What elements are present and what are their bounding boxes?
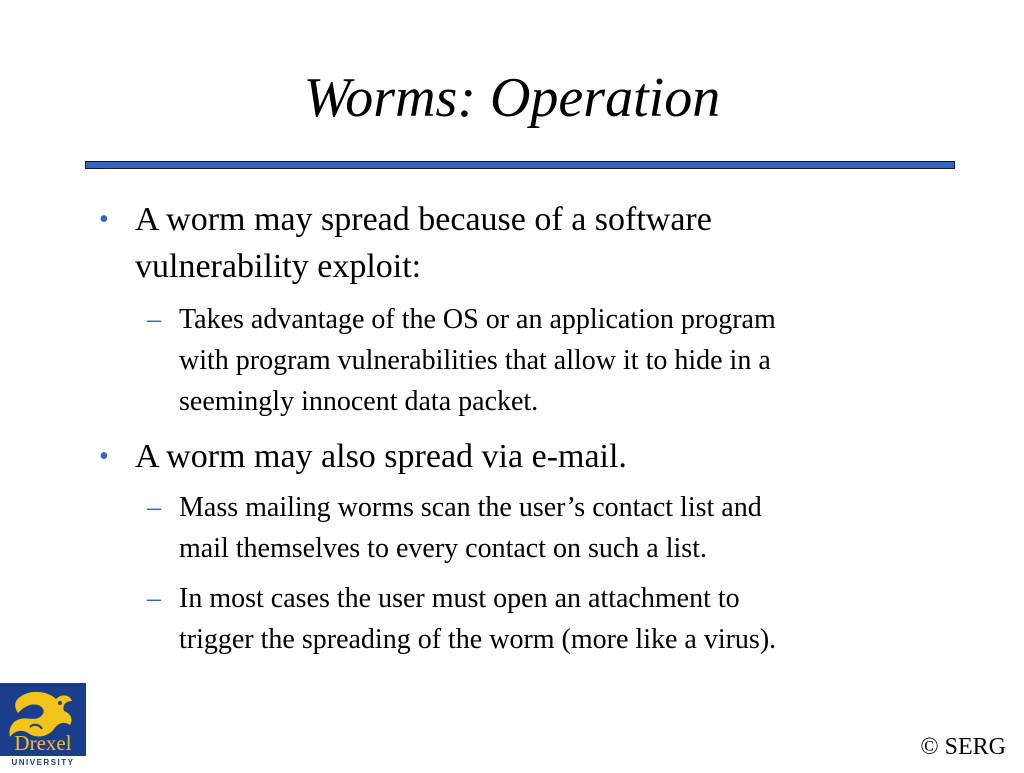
- sub-bullet-item: [147, 487, 959, 569]
- sub-bullet-text-line: Mass mailing worms scan the user’s contact list and: [179, 492, 762, 523]
- drexel-logo: [0, 683, 86, 768]
- dragon-icon: [0, 683, 86, 768]
- bullet-marker: •: [99, 441, 109, 472]
- sub-bullet-text-line: In most cases the user must open an attachment to: [179, 583, 740, 614]
- sub-bullet-text-line: seemingly innocent data packet.: [179, 386, 539, 417]
- sub-bullet-text-line: Takes advantage of the OS or an application program: [179, 304, 776, 335]
- bullet-text-line: A worm may also spread via e-mail.: [135, 438, 627, 475]
- sub-bullet-item: [147, 299, 959, 422]
- slide-title: Worms: Operation: [303, 67, 721, 129]
- bullet-text-line: vulnerability exploit:: [135, 248, 422, 285]
- bullet-item: [99, 433, 955, 480]
- sub-bullet-text-line: trigger the spreading of the worm (more like a virus).: [179, 624, 777, 655]
- sub-bullet-marker: –: [147, 304, 161, 335]
- sub-bullet-text-line: with program vulnerabilities that allow it to hide in a: [179, 345, 771, 376]
- sub-bullet-text-line: mail themselves to every contact on such a list.: [179, 533, 707, 564]
- sub-bullet-marker: –: [147, 492, 161, 523]
- logo-wordmark: Drexel: [14, 731, 72, 755]
- sub-bullet-item: [147, 578, 959, 660]
- sub-bullet-marker: –: [147, 583, 161, 614]
- copyright-footer: © SERG: [920, 734, 1006, 760]
- bullet-item: [99, 196, 955, 290]
- bullet-text-line: A worm may spread because of a software: [135, 201, 712, 238]
- logo-subtext: UNIVERSITY: [11, 758, 75, 767]
- bullet-marker: •: [99, 204, 109, 235]
